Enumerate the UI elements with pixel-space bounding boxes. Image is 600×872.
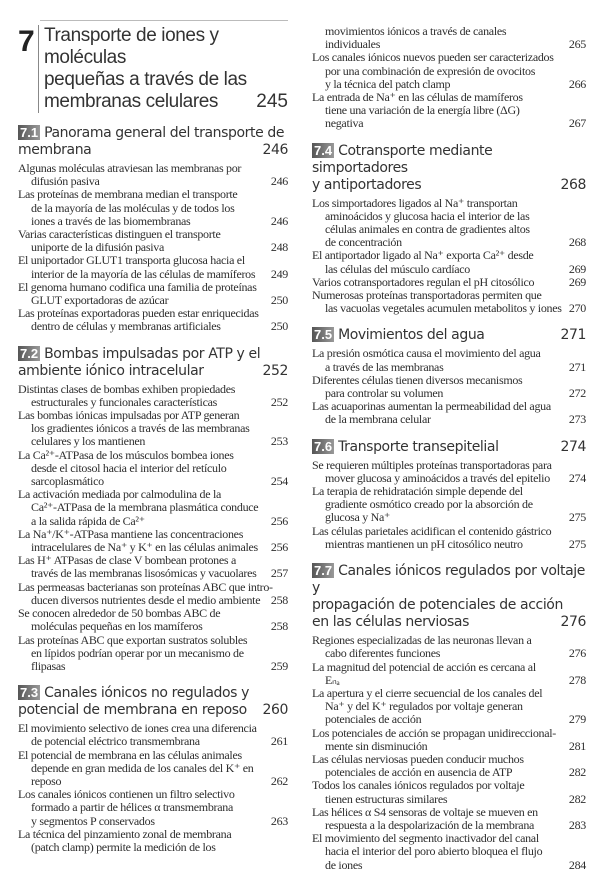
- section-title-text: [312, 439, 499, 456]
- entry-text: por una combinación de expresión de ovocitos: [325, 63, 536, 78]
- toc-entry[interactable]: [312, 806, 586, 832]
- entry-text: individuales: [325, 37, 381, 52]
- entry-page: 257: [270, 566, 288, 581]
- section-title-text: [18, 363, 204, 380]
- entry-text: los gradientes iónicos a través de las membranas: [31, 421, 250, 436]
- entry-line: [312, 538, 586, 551]
- entry-text: Varias características distinguen el transporte: [18, 227, 221, 242]
- section-heading-line: [18, 125, 288, 142]
- entry-line: [312, 713, 586, 726]
- section-heading-line: [18, 685, 288, 702]
- entry-line: [18, 620, 288, 633]
- entry-page: 249: [270, 266, 288, 281]
- toc-entry[interactable]: [18, 449, 288, 489]
- section-number-badge: 7.5: [314, 327, 333, 343]
- entry-text: ducen diversos nutrientes desde el medio ambiente: [31, 592, 261, 607]
- entry-text: Las células parietales acidifican el contenido gástrico: [312, 523, 552, 538]
- chapter-number: 7: [18, 25, 35, 58]
- entry-page: 250: [270, 319, 288, 334]
- entry-line: [18, 320, 288, 333]
- section-heading[interactable]: [18, 346, 288, 380]
- entry-page: 269: [568, 274, 586, 289]
- toc-entry[interactable]: [18, 788, 288, 828]
- section-heading-line: [312, 597, 586, 614]
- entry-text: para controlar su volumen: [325, 386, 444, 401]
- entry-page: 279: [568, 712, 586, 727]
- toc-entry[interactable]: [18, 409, 288, 449]
- entry-line: [18, 581, 288, 594]
- entry-line: [18, 660, 288, 673]
- entry-text: Na⁺ y del K⁺ regulados por voltaje generan: [325, 699, 523, 714]
- toc-section: [18, 346, 288, 673]
- entry-line: [18, 268, 288, 281]
- entry-page: 258: [270, 619, 288, 634]
- section-title: Canales iónicos no regulados y: [44, 685, 250, 702]
- toc-entry[interactable]: [18, 554, 288, 580]
- toc-entry[interactable]: [18, 254, 288, 280]
- entry-text: de concentración: [325, 235, 402, 250]
- entry-text: dentro de células y membranas artificiales: [31, 319, 221, 334]
- entry-line: [18, 567, 288, 580]
- entry-text: de potencial eléctrico transmembrana: [31, 734, 200, 749]
- section-title: Transporte transepitelial: [338, 438, 499, 455]
- entry-text: las células del músculo cardíaco: [325, 261, 471, 276]
- entry-text: Ca²⁺-ATPasa de la membrana plasmática conduce: [31, 500, 259, 515]
- entry-page: 259: [270, 658, 288, 673]
- entry-text: celulares y los mantienen: [31, 434, 146, 449]
- entry-page: 256: [270, 540, 288, 555]
- entry-text: respuesta a la despolarización de la membrana: [325, 817, 535, 832]
- entry-text: intracelulares de Na⁺ y K⁺ en las células animales: [31, 540, 258, 555]
- entry-text: depende en gran medida de los canales del K⁺ en: [31, 760, 254, 775]
- toc-entry[interactable]: [312, 753, 586, 779]
- toc-section: [312, 439, 586, 551]
- section-title: potencial de membrana en reposo: [18, 702, 247, 719]
- entry-line: [312, 647, 586, 660]
- toc-entry[interactable]: [312, 25, 586, 51]
- entry-text: en lípidos podrían operar por un mecanismo de: [31, 645, 244, 660]
- section-title-text: [18, 702, 247, 719]
- section-title-text: [18, 346, 260, 363]
- left-column: [18, 20, 288, 854]
- toc-section: [18, 125, 288, 334]
- entry-page: 273: [568, 412, 586, 427]
- entry-text: La Na⁺/K⁺-ATPasa mantiene las concentraciones: [18, 526, 244, 541]
- entry-text: Numerosas proteínas transportadoras permiten que: [312, 288, 542, 303]
- entry-text: La activación mediada por calmodulina de la: [18, 487, 222, 502]
- entry-page: 266: [568, 76, 586, 91]
- entry-text: Los simportadores ligados al Na⁺ transportan: [312, 195, 518, 210]
- entry-text: Las permeasas bacterianas son proteínas ABC que intro-: [18, 579, 273, 594]
- entry-line: [312, 413, 586, 426]
- toc-entry[interactable]: [312, 374, 586, 400]
- entry-text: flipasas: [31, 658, 66, 673]
- section-heading-line: [312, 563, 586, 597]
- entry-text: El movimiento selectivo de iones crea una diferencia: [18, 721, 257, 736]
- entry-page: 265: [568, 37, 586, 52]
- entry-line: [312, 302, 586, 315]
- chapter-title-last-row: [44, 91, 288, 113]
- entry-text: de iones: [325, 857, 363, 872]
- entry-text: a través de las membranas: [325, 359, 444, 374]
- entry-text: Se conocen alrededor de 50 bombas ABC de: [18, 606, 221, 621]
- entry-text: mente sin disminución: [325, 738, 428, 753]
- entry-text: Las bombas iónicas impulsadas por ATP generan: [18, 408, 240, 423]
- entry-text: de la membrana celular: [325, 412, 431, 427]
- entry-text: mientras mantienen un pH citosólico neutro: [325, 536, 523, 551]
- toc-entry[interactable]: [18, 828, 288, 854]
- section-heading-line: [18, 142, 288, 159]
- chapter-title-line: pequeñas a través de las: [44, 69, 247, 90]
- entry-line: [312, 674, 586, 687]
- entry-page: 253: [270, 434, 288, 449]
- entry-text: potenciales de acción: [325, 712, 422, 727]
- entry-text: El genoma humano codifica una familia de proteínas: [18, 279, 257, 294]
- section-title-text: [18, 125, 284, 142]
- entry-text: uniporte de la difusión pasiva: [31, 240, 164, 255]
- toc-entry[interactable]: [312, 779, 586, 805]
- toc-entry[interactable]: [312, 661, 586, 687]
- toc-section: [312, 327, 586, 426]
- entry-text: Las acuaporinas aumentan la permeabilidad del agua: [312, 399, 551, 414]
- entry-line: [18, 815, 288, 828]
- section-heading-line: [312, 177, 586, 194]
- toc-entry[interactable]: [312, 634, 586, 660]
- entry-text: gradiente osmótico creado por la absorción de: [325, 497, 533, 512]
- section-heading-line: [312, 327, 586, 344]
- entry-text: Las H⁺ ATPasas de clase V bombean protones a: [18, 553, 236, 568]
- entry-text: Varios cotransportadores regulan el pH citosólico: [312, 274, 535, 289]
- entry-text: Las hélices α S4 sensoras de voltaje se mueven en: [312, 804, 538, 819]
- entry-line: [312, 249, 586, 262]
- section-page: 276: [560, 614, 586, 631]
- section-title-text: [312, 143, 586, 177]
- entry-text: El potencial de membrana en las células animales: [18, 747, 242, 762]
- entry-line: [312, 661, 586, 674]
- entry-page: 268: [568, 235, 586, 250]
- entry-text: estructurales y funcionales características: [31, 394, 218, 409]
- entry-line: [312, 845, 586, 858]
- entry-text: Las proteínas de membrana median el transporte: [18, 187, 238, 202]
- entry-text: La apertura y el cierre secuencial de los canales del: [312, 685, 543, 700]
- toc-entry[interactable]: [18, 749, 288, 789]
- section-title-text: [312, 597, 563, 614]
- entry-text: Los canales iónicos contienen un filtro selectivo: [18, 787, 235, 802]
- section-heading[interactable]: [312, 439, 586, 456]
- entry-page: 252: [270, 394, 288, 409]
- entry-page: 263: [270, 813, 288, 828]
- section-title: ambiente iónico intracelular: [18, 362, 204, 379]
- toc-section: [18, 685, 288, 854]
- entry-line: [18, 634, 288, 647]
- entry-text: La terapia de rehidratación simple depende del: [312, 484, 523, 499]
- entry-line: [312, 197, 586, 210]
- entry-line: [18, 383, 288, 396]
- entry-text: La magnitud del potencial de acción es cercana al: [312, 659, 536, 674]
- toc-entry[interactable]: [312, 525, 586, 551]
- entry-text: Eₙₐ: [325, 672, 340, 687]
- entry-line: [18, 735, 288, 748]
- toc-entry[interactable]: [18, 581, 288, 607]
- entry-page: 276: [568, 646, 586, 661]
- entry-page: 250: [270, 293, 288, 308]
- entry-line: [18, 801, 288, 814]
- section-number-badge: 7.2: [20, 345, 39, 361]
- toc-entry[interactable]: [312, 485, 586, 525]
- entry-line: [18, 841, 288, 854]
- entry-text: de la mayoría de las moléculas y de todos los: [31, 200, 235, 215]
- entry-text: difusión pasiva: [31, 174, 100, 189]
- section-title: Panorama general del transporte de: [44, 125, 285, 141]
- entry-text: glucosa y Na⁺: [325, 510, 391, 525]
- section-title: Cotransporte mediante simportadores: [312, 142, 493, 176]
- entry-page: 270: [568, 301, 586, 316]
- entry-page: 246: [270, 213, 288, 228]
- entry-page: 278: [568, 672, 586, 687]
- entry-line: [18, 647, 288, 660]
- entry-text: GLUT exportadoras de azúcar: [31, 293, 169, 308]
- entry-text: las vacuolas vegetales acumulen metabolitos y iones: [325, 301, 562, 316]
- entry-line: [312, 511, 586, 524]
- toc-section: [312, 143, 586, 316]
- entry-text: Distintas clases de bombas exhiben propiedades: [18, 381, 236, 396]
- entry-page: 281: [568, 738, 586, 753]
- entry-text: iones a través de las biomembranas: [31, 213, 191, 228]
- entry-text: aminoácidos y glucosa hacia el interior de las: [325, 208, 530, 223]
- section-title-text: [312, 563, 586, 597]
- entry-text: Algunas moléculas atraviesan las membranas por: [18, 161, 242, 175]
- section-heading-line: [312, 614, 586, 631]
- section-title-text: [312, 614, 469, 631]
- chapter-title-line: membranas celulares: [44, 91, 219, 112]
- entry-page: 282: [568, 791, 586, 806]
- entry-text: tiene una variación de la energía libre (ΔG): [325, 103, 520, 118]
- entry-text: mover glucosa y aminoácidos a través del epitelio: [325, 470, 550, 485]
- section-heading[interactable]: [312, 563, 586, 631]
- section-heading-line: [18, 702, 288, 719]
- chapter-title-line: Transporte de iones y moléculas: [44, 25, 219, 68]
- toc-entry[interactable]: [18, 528, 288, 554]
- toc-entry[interactable]: [18, 607, 288, 633]
- section-heading-line: [18, 346, 288, 363]
- entry-page: 283: [568, 817, 586, 832]
- entry-line: [18, 749, 288, 762]
- toc-entry[interactable]: [312, 832, 586, 872]
- entry-page: 282: [568, 765, 586, 780]
- entry-text: moléculas pequeñas en los mamíferos: [31, 619, 203, 634]
- entry-text: través de las membranas lisosómicas y vacuolares: [31, 566, 257, 581]
- entry-page: 271: [568, 359, 586, 374]
- entry-line: [18, 188, 288, 201]
- entry-line: [18, 202, 288, 215]
- entry-page: 275: [568, 536, 586, 551]
- section-page: 274: [560, 438, 586, 455]
- entry-text: reposo: [31, 773, 62, 788]
- entry-line: [18, 254, 288, 267]
- section-page: 271: [560, 327, 586, 344]
- entry-text: sarcoplasmático: [31, 474, 104, 489]
- toc-entry[interactable]: [312, 400, 586, 426]
- entry-text: tienen estructuras similares: [325, 791, 448, 806]
- toc-entry[interactable]: [18, 188, 288, 228]
- entry-line: [18, 515, 288, 528]
- entry-page: 269: [568, 261, 586, 276]
- section-title: Bombas impulsadas por ATP y el: [44, 345, 261, 362]
- entry-page: 262: [270, 773, 288, 788]
- toc-entry[interactable]: [18, 722, 288, 748]
- entry-text: Los potenciales de acción se propagan unidireccional-: [312, 725, 556, 740]
- chapter-title: [38, 25, 288, 113]
- entry-text: (patch clamp) permite la medición de los: [31, 839, 216, 854]
- entry-text: La técnica del pinzamiento zonal de membrana: [18, 826, 232, 841]
- entry-page: 275: [568, 510, 586, 525]
- section-title: propagación de potenciales de acción: [312, 597, 563, 614]
- entry-line: [312, 117, 586, 130]
- entry-page: 267: [568, 116, 586, 131]
- section-title: en las células nerviosas: [312, 614, 469, 631]
- entry-line: [312, 263, 586, 276]
- section-title: membrana: [18, 142, 92, 158]
- entry-text: Regiones especializadas de las neuronas llevan a: [312, 633, 532, 648]
- toc-entry[interactable]: [312, 727, 586, 753]
- entry-page: 254: [270, 474, 288, 489]
- entry-line: [18, 501, 288, 514]
- entry-text: La Ca²⁺-ATPasa de los músculos bombea iones: [18, 447, 234, 462]
- entry-page: 246: [270, 174, 288, 189]
- entry-text: y segmentos P conservados: [31, 813, 155, 828]
- entry-text: Diferentes células tienen diversos mecanismos: [312, 372, 523, 387]
- entry-text: interior de la mayoría de las células de mamíferos: [31, 266, 256, 281]
- toc-entry[interactable]: [18, 634, 288, 674]
- toc-entry[interactable]: [18, 307, 288, 333]
- entry-line: [312, 525, 586, 538]
- entry-line: [312, 806, 586, 819]
- entry-page: 274: [568, 470, 586, 485]
- section-heading-line: [18, 363, 288, 380]
- entry-line: [312, 779, 586, 792]
- entry-line: [312, 65, 586, 78]
- entry-line: [18, 762, 288, 775]
- toc-section: [312, 563, 586, 872]
- entry-text: cabo diferentes funciones: [325, 646, 441, 661]
- entry-text: a la salida rápida de Ca²⁺: [31, 513, 145, 528]
- section-title-text: [18, 685, 249, 702]
- entry-line: [312, 347, 586, 360]
- section-title: y antiportadores: [312, 176, 422, 193]
- toc-entry[interactable]: [18, 281, 288, 307]
- toc-entry[interactable]: [312, 459, 586, 485]
- entry-text: desde el citosol hacia el interior del retículo: [31, 460, 227, 475]
- entry-line: [312, 459, 586, 472]
- toc-entry[interactable]: [312, 347, 586, 373]
- section-title-text: [18, 142, 91, 159]
- section-title: Canales iónicos regulados por voltaje y: [312, 563, 586, 597]
- entry-line: [18, 435, 288, 448]
- section-page: 246: [262, 142, 288, 158]
- entry-text: La entrada de Na⁺ en las células de mamíferos: [312, 90, 523, 105]
- entry-text: Las proteínas exportadoras pueden estar enriquecidas: [18, 306, 259, 321]
- entry-line: [312, 859, 586, 872]
- section-heading-line: [312, 143, 586, 177]
- entry-text: potenciales de acción en ausencia de ATP: [325, 765, 513, 780]
- entry-page: 258: [270, 592, 288, 607]
- entry-text: Se requieren múltiples proteínas transportadoras para: [312, 457, 552, 472]
- section-heading[interactable]: [312, 327, 586, 344]
- section-title-text: [312, 177, 421, 194]
- entry-line: [312, 361, 586, 374]
- section-number-badge: 7.3: [20, 685, 39, 701]
- entry-text: células animales en contra de gradientes altos: [325, 222, 530, 237]
- toc-entry[interactable]: [18, 488, 288, 528]
- toc-entry[interactable]: [312, 687, 586, 727]
- entry-text: movimientos iónicos a través de canales: [325, 24, 507, 38]
- toc-entry[interactable]: [312, 51, 586, 91]
- entry-page: 272: [568, 386, 586, 401]
- toc-entry[interactable]: [18, 383, 288, 409]
- entry-text: La presión osmótica causa el movimiento del agua: [312, 346, 541, 361]
- entry-page: 284: [568, 857, 586, 872]
- entry-line: [18, 828, 288, 841]
- entry-text: El uniportador GLUT1 transporta glucosa hacia el: [18, 253, 245, 268]
- toc-entry[interactable]: [312, 249, 586, 275]
- section-number-badge: 7.1: [20, 125, 39, 140]
- entry-line: [312, 793, 586, 806]
- toc-entry[interactable]: [312, 289, 586, 315]
- section-title: Movimientos del agua: [338, 327, 485, 344]
- section-page: 260: [262, 702, 288, 719]
- section-heading[interactable]: [18, 125, 288, 159]
- entry-line: [312, 740, 586, 753]
- section-page: 252: [262, 362, 288, 379]
- right-column: [312, 25, 586, 872]
- entry-page: 261: [270, 734, 288, 749]
- section-title-text: [312, 327, 484, 344]
- entry-page: 256: [270, 513, 288, 528]
- section-heading-line: [312, 439, 586, 456]
- section-page: 268: [560, 176, 586, 193]
- entry-text: hacia el interior del poro abierto bloquea el flujo: [325, 844, 543, 859]
- chapter-header: [18, 20, 288, 113]
- entry-text: formado a partir de hélices α transmembrana: [31, 800, 233, 815]
- entry-text: Las proteínas ABC que exportan sustratos solubles: [18, 632, 248, 647]
- section-number-badge: 7.7: [314, 563, 333, 579]
- entry-text: Los canales iónicos nuevos pueden ser caracterizados: [312, 50, 554, 65]
- entry-line: [312, 727, 586, 740]
- entry-page: 248: [270, 240, 288, 255]
- entry-text: El antiportador ligado al Na⁺ exporta Ca²⁺ desde: [312, 248, 534, 263]
- toc-entry[interactable]: [312, 91, 586, 131]
- entry-text: El movimiento del segmento inactivador del canal: [312, 831, 539, 846]
- toc-entry[interactable]: [18, 162, 288, 188]
- toc-entry[interactable]: [18, 228, 288, 254]
- entry-text: Todos los canales iónicos regulados por voltaje: [312, 778, 525, 793]
- toc-section: [312, 25, 586, 131]
- section-heading[interactable]: [18, 685, 288, 719]
- entry-text: negativa: [325, 116, 364, 131]
- chapter-page: 245: [256, 91, 288, 112]
- entry-text: Las células nerviosas pueden conducir muchos: [312, 751, 524, 766]
- entry-line: [18, 449, 288, 462]
- entry-text: y la técnica del patch clamp: [325, 76, 451, 91]
- section-heading[interactable]: [312, 143, 586, 194]
- section-number-badge: 7.6: [314, 438, 333, 454]
- section-number-badge: 7.4: [314, 142, 333, 158]
- toc-entry[interactable]: [312, 197, 586, 250]
- entry-line: [312, 51, 586, 64]
